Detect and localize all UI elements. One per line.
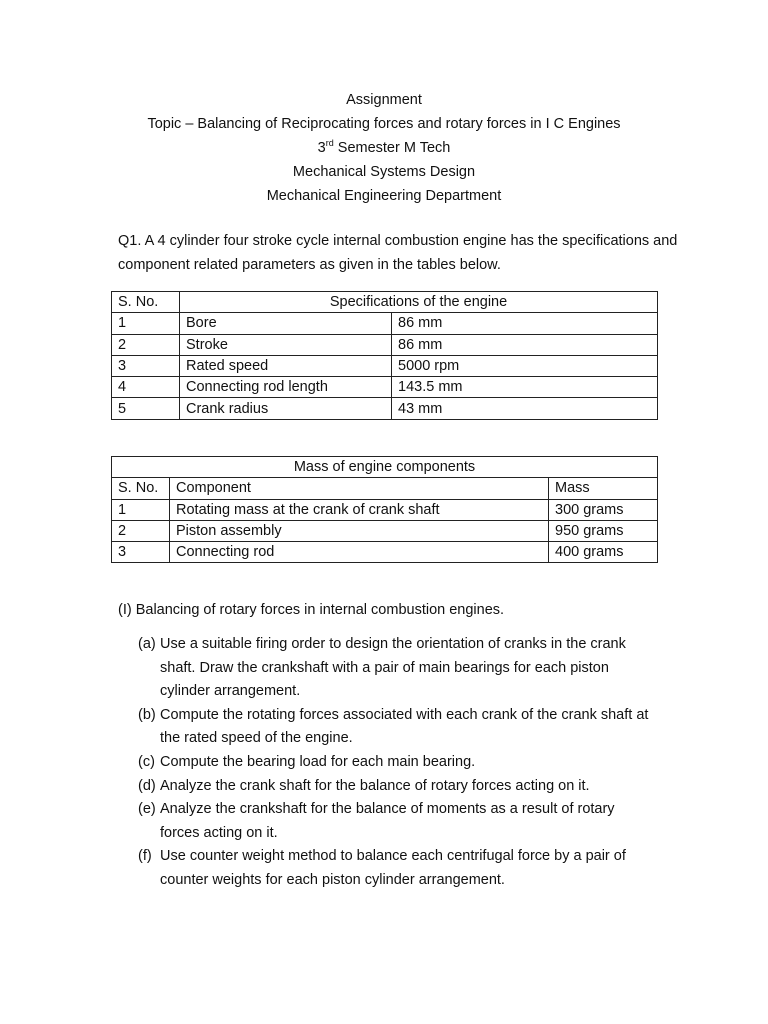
item-marker: (a): [138, 636, 156, 652]
table-row: [112, 499, 658, 520]
table-title-row: [112, 457, 658, 478]
list-item: [138, 633, 658, 704]
item-text: Use counter weight method to balance each centrifugal force by a pair of counter weights for each piston cylinder arrangement.: [160, 848, 626, 888]
table-title: Mass of engine components: [112, 457, 658, 478]
cell-sno: 2: [112, 520, 170, 541]
document-header: [0, 88, 768, 208]
cell-component: Connecting rod: [170, 542, 549, 563]
department-name: Mechanical Engineering Department: [266, 188, 502, 204]
table-row: [112, 313, 658, 334]
cell-value: 5000 rpm: [392, 355, 658, 376]
semester-text: Semester M Tech: [333, 140, 451, 156]
table-row: [112, 355, 658, 376]
cell-sno: 2: [112, 334, 180, 355]
cell-parameter: Bore: [180, 313, 392, 334]
column-header-component: Component: [170, 478, 549, 499]
table-row: [112, 377, 658, 398]
course-name: Mechanical Systems Design: [292, 164, 476, 180]
column-header-mass: Mass: [549, 478, 658, 499]
cell-mass: 950 grams: [549, 520, 658, 541]
cell-sno: 3: [112, 542, 170, 563]
cell-value: 143.5 mm: [392, 377, 658, 398]
engine-specifications-table: [111, 291, 658, 420]
item-marker: (e): [138, 801, 156, 818]
semester-number: 3: [317, 140, 326, 156]
cell-component: Piston assembly: [170, 520, 549, 541]
cell-value: 43 mm: [392, 398, 658, 419]
section-1-heading: (I) Balancing of rotary forces in internal combustion engines.: [118, 602, 505, 618]
table-header-row: [112, 292, 658, 313]
list-item: [138, 775, 658, 799]
cell-sno: 1: [112, 313, 180, 334]
question-1-text: Q1. A 4 cylinder four stroke cycle internal combustion engine has the specifications and component related parameters as given in the tables below.: [118, 233, 678, 273]
cell-sno: 1: [112, 499, 170, 520]
item-marker: (b): [138, 706, 156, 723]
table-row: [112, 542, 658, 563]
cell-component: Rotating mass at the crank of crank shaft: [170, 499, 549, 520]
table-row: [112, 520, 658, 541]
item-marker: (c): [138, 753, 155, 770]
table-header-row: [112, 478, 658, 499]
cell-value: 86 mm: [392, 334, 658, 355]
list-item: [138, 704, 658, 751]
item-marker: (d): [138, 777, 156, 794]
semester-ordinal: rd: [325, 138, 334, 148]
item-marker: (f): [138, 848, 152, 865]
cell-sno: 3: [112, 355, 180, 376]
document-topic: Topic – Balancing of Reciprocating forces and rotary forces in I C Engines: [147, 116, 621, 132]
item-text: Use a suitable firing order to design the orientation of cranks in the crank shaft. Draw the crankshaft with a pair of main bearings for each piston cylinder arrangement.: [160, 636, 626, 700]
table-title: Specifications of the engine: [180, 292, 658, 313]
cell-sno: 5: [112, 398, 180, 419]
table-row: [112, 334, 658, 355]
cell-value: 86 mm: [392, 313, 658, 334]
cell-parameter: Connecting rod length: [180, 377, 392, 398]
section-1-task-list: [138, 633, 658, 893]
item-text: Compute the bearing load for each main bearing.: [160, 753, 476, 770]
list-item: [138, 798, 658, 845]
cell-mass: 400 grams: [549, 542, 658, 563]
document-title: Assignment: [346, 92, 422, 108]
list-item: [138, 845, 658, 892]
cell-sno: 4: [112, 377, 180, 398]
item-text: Analyze the crankshaft for the balance of moments as a result of rotary forces acting on it.: [160, 801, 615, 841]
list-item: [138, 751, 658, 775]
cell-parameter: Stroke: [180, 334, 392, 355]
item-text: Compute the rotating forces associated with each crank of the crank shaft at the rated speed of the engine.: [160, 706, 649, 747]
column-header-sno: S. No.: [112, 478, 170, 499]
cell-mass: 300 grams: [549, 499, 658, 520]
cell-parameter: Rated speed: [180, 355, 392, 376]
cell-parameter: Crank radius: [180, 398, 392, 419]
item-text: Analyze the crank shaft for the balance of rotary forces acting on it.: [160, 777, 590, 794]
column-header-sno: S. No.: [112, 292, 180, 313]
semester-line: [0, 136, 768, 160]
engine-component-mass-table: [111, 456, 658, 563]
table-row: [112, 398, 658, 419]
